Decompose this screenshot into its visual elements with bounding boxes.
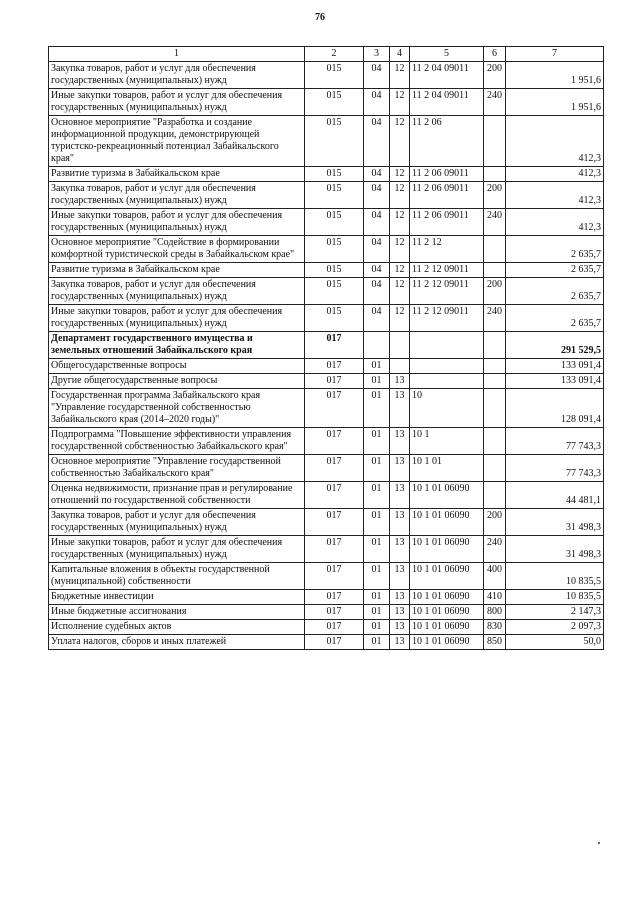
row-section-code: 01 xyxy=(364,482,390,509)
row-subsection-code: 12 xyxy=(390,278,410,305)
row-target-code: 10 1 01 06090 xyxy=(410,563,484,590)
row-subsection-code: 12 xyxy=(390,62,410,89)
row-name: Развитие туризма в Забайкальском крае xyxy=(49,263,305,278)
row-name: Иные закупки товаров, работ и услуг для обеспечения государственных (муниципальных) нужд xyxy=(49,209,305,236)
row-section-code xyxy=(364,332,390,359)
row-amount: 1 951,6 xyxy=(506,89,604,116)
row-target-code xyxy=(410,332,484,359)
row-target-code: 10 1 01 06090 xyxy=(410,536,484,563)
row-expense-type-code xyxy=(484,374,506,389)
row-target-code: 11 2 12 09011 xyxy=(410,263,484,278)
scan-speck xyxy=(598,842,600,844)
table-row xyxy=(49,620,604,635)
table-row xyxy=(49,563,604,590)
row-admin-code: 015 xyxy=(305,89,364,116)
row-admin-code: 017 xyxy=(305,605,364,620)
table-row xyxy=(49,374,604,389)
row-subsection-code: 13 xyxy=(390,590,410,605)
row-subsection-code: 12 xyxy=(390,89,410,116)
row-amount: 10 835,5 xyxy=(506,563,604,590)
row-target-code xyxy=(410,374,484,389)
row-amount: 412,3 xyxy=(506,209,604,236)
row-amount: 10 835,5 xyxy=(506,590,604,605)
table-row xyxy=(49,263,604,278)
table-row xyxy=(49,116,604,167)
table-row xyxy=(49,482,604,509)
row-expense-type-code: 240 xyxy=(484,89,506,116)
row-section-code: 01 xyxy=(364,590,390,605)
row-subsection-code: 13 xyxy=(390,455,410,482)
table-row xyxy=(49,332,604,359)
row-target-code xyxy=(410,359,484,374)
row-subsection-code: 12 xyxy=(390,263,410,278)
row-amount: 412,3 xyxy=(506,182,604,209)
row-amount: 2 635,7 xyxy=(506,278,604,305)
row-target-code: 10 1 01 06090 xyxy=(410,605,484,620)
row-section-code: 01 xyxy=(364,536,390,563)
row-expense-type-code xyxy=(484,389,506,428)
row-expense-type-code xyxy=(484,428,506,455)
row-section-code: 01 xyxy=(364,455,390,482)
row-expense-type-code xyxy=(484,332,506,359)
row-amount: 291 529,5 xyxy=(506,332,604,359)
row-subsection-code: 13 xyxy=(390,428,410,455)
row-admin-code: 015 xyxy=(305,236,364,263)
row-amount: 1 951,6 xyxy=(506,62,604,89)
row-name: Иные закупки товаров, работ и услуг для обеспечения государственных (муниципальных) нужд xyxy=(49,305,305,332)
table-row xyxy=(49,590,604,605)
row-name: Закупка товаров, работ и услуг для обеспечения государственных (муниципальных) нужд xyxy=(49,62,305,89)
page-number: 76 xyxy=(315,12,325,23)
row-admin-code: 015 xyxy=(305,116,364,167)
row-admin-code: 017 xyxy=(305,563,364,590)
row-section-code: 01 xyxy=(364,563,390,590)
table-header xyxy=(49,47,604,62)
row-subsection-code: 12 xyxy=(390,167,410,182)
row-section-code: 01 xyxy=(364,389,390,428)
row-target-code: 11 2 06 09011 xyxy=(410,167,484,182)
row-expense-type-code: 830 xyxy=(484,620,506,635)
row-admin-code: 017 xyxy=(305,482,364,509)
table-row xyxy=(49,428,604,455)
row-amount: 77 743,3 xyxy=(506,428,604,455)
header-col-6: 6 xyxy=(484,47,506,62)
row-expense-type-code: 800 xyxy=(484,605,506,620)
row-admin-code: 017 xyxy=(305,374,364,389)
row-amount: 2 635,7 xyxy=(506,236,604,263)
row-target-code: 11 2 06 09011 xyxy=(410,182,484,209)
table-row xyxy=(49,182,604,209)
row-name: Подпрограмма "Повышение эффективности управления государственной собственностью Забайкальского края" xyxy=(49,428,305,455)
row-amount: 31 498,3 xyxy=(506,536,604,563)
row-section-code: 04 xyxy=(364,263,390,278)
row-name: Уплата налогов, сборов и иных платежей xyxy=(49,635,305,650)
row-admin-code: 017 xyxy=(305,536,364,563)
header-col-7: 7 xyxy=(506,47,604,62)
row-admin-code: 015 xyxy=(305,278,364,305)
row-subsection-code: 13 xyxy=(390,509,410,536)
row-subsection-code: 13 xyxy=(390,374,410,389)
row-amount: 44 481,1 xyxy=(506,482,604,509)
row-amount: 412,3 xyxy=(506,116,604,167)
table-body xyxy=(49,62,604,650)
row-name: Закупка товаров, работ и услуг для обеспечения государственных (муниципальных) нужд xyxy=(49,278,305,305)
row-expense-type-code xyxy=(484,455,506,482)
row-expense-type-code xyxy=(484,359,506,374)
row-amount: 50,0 xyxy=(506,635,604,650)
header-col-3: 3 xyxy=(364,47,390,62)
row-subsection-code: 12 xyxy=(390,182,410,209)
row-expense-type-code: 200 xyxy=(484,509,506,536)
row-admin-code: 017 xyxy=(305,332,364,359)
row-subsection-code: 12 xyxy=(390,305,410,332)
row-expense-type-code: 850 xyxy=(484,635,506,650)
row-subsection-code: 13 xyxy=(390,536,410,563)
row-section-code: 01 xyxy=(364,509,390,536)
row-expense-type-code xyxy=(484,482,506,509)
row-subsection-code: 12 xyxy=(390,236,410,263)
row-amount: 133 091,4 xyxy=(506,374,604,389)
row-admin-code: 015 xyxy=(305,167,364,182)
row-section-code: 04 xyxy=(364,167,390,182)
table-row xyxy=(49,62,604,89)
row-expense-type-code: 410 xyxy=(484,590,506,605)
row-name: Государственная программа Забайкальского края "Управление государственной собственностью Забайкальского края (2014–2020 годы)" xyxy=(49,389,305,428)
row-target-code: 10 1 01 06090 xyxy=(410,635,484,650)
row-admin-code: 017 xyxy=(305,620,364,635)
table-row xyxy=(49,167,604,182)
row-expense-type-code: 240 xyxy=(484,209,506,236)
row-section-code: 04 xyxy=(364,278,390,305)
row-section-code: 04 xyxy=(364,62,390,89)
row-target-code: 10 1 01 xyxy=(410,455,484,482)
row-admin-code: 017 xyxy=(305,428,364,455)
table-row xyxy=(49,89,604,116)
table-row xyxy=(49,209,604,236)
row-admin-code: 015 xyxy=(305,305,364,332)
row-amount: 2 097,3 xyxy=(506,620,604,635)
row-name: Основное мероприятие "Содействие в формировании комфортной туристической среды в Забайкальском крае" xyxy=(49,236,305,263)
row-target-code: 11 2 04 09011 xyxy=(410,62,484,89)
header-col-2: 2 xyxy=(305,47,364,62)
row-name: Основное мероприятие "Разработка и создание информационной продукции, демонстрирующей туристско-рекреационный потенциал Забайкальского края" xyxy=(49,116,305,167)
row-target-code: 11 2 12 09011 xyxy=(410,305,484,332)
row-admin-code: 017 xyxy=(305,509,364,536)
table-row xyxy=(49,278,604,305)
row-section-code: 04 xyxy=(364,209,390,236)
row-target-code: 10 1 01 06090 xyxy=(410,590,484,605)
row-name: Основное мероприятие "Управление государственной собственностью Забайкальского края" xyxy=(49,455,305,482)
row-expense-type-code: 400 xyxy=(484,563,506,590)
row-subsection-code xyxy=(390,332,410,359)
table-row xyxy=(49,536,604,563)
table-row xyxy=(49,455,604,482)
row-target-code: 10 xyxy=(410,389,484,428)
row-name: Иные закупки товаров, работ и услуг для обеспечения государственных (муниципальных) нужд xyxy=(49,89,305,116)
row-expense-type-code: 240 xyxy=(484,536,506,563)
row-target-code: 11 2 06 xyxy=(410,116,484,167)
row-admin-code: 015 xyxy=(305,263,364,278)
row-admin-code: 015 xyxy=(305,182,364,209)
table-row xyxy=(49,389,604,428)
row-section-code: 01 xyxy=(364,374,390,389)
row-section-code: 04 xyxy=(364,182,390,209)
table-row xyxy=(49,359,604,374)
row-admin-code: 017 xyxy=(305,359,364,374)
row-subsection-code: 13 xyxy=(390,635,410,650)
row-section-code: 01 xyxy=(364,620,390,635)
row-subsection-code: 13 xyxy=(390,620,410,635)
row-amount: 77 743,3 xyxy=(506,455,604,482)
row-admin-code: 017 xyxy=(305,455,364,482)
row-subsection-code: 13 xyxy=(390,563,410,590)
row-admin-code: 017 xyxy=(305,590,364,605)
row-section-code: 04 xyxy=(364,89,390,116)
table-row xyxy=(49,635,604,650)
row-target-code: 11 2 12 09011 xyxy=(410,278,484,305)
row-expense-type-code: 240 xyxy=(484,305,506,332)
table-row xyxy=(49,305,604,332)
row-section-code: 01 xyxy=(364,635,390,650)
row-name: Общегосударственные вопросы xyxy=(49,359,305,374)
row-name: Исполнение судебных актов xyxy=(49,620,305,635)
row-expense-type-code: 200 xyxy=(484,62,506,89)
row-subsection-code: 12 xyxy=(390,209,410,236)
row-expense-type-code xyxy=(484,167,506,182)
row-section-code: 01 xyxy=(364,359,390,374)
row-subsection-code xyxy=(390,359,410,374)
row-amount: 31 498,3 xyxy=(506,509,604,536)
row-target-code: 11 2 06 09011 xyxy=(410,209,484,236)
budget-table xyxy=(48,46,604,650)
row-amount: 133 091,4 xyxy=(506,359,604,374)
row-target-code: 10 1 xyxy=(410,428,484,455)
row-name: Департамент государственного имущества и земельных отношений Забайкальского края xyxy=(49,332,305,359)
row-target-code: 10 1 01 06090 xyxy=(410,620,484,635)
row-name: Развитие туризма в Забайкальском крае xyxy=(49,167,305,182)
row-target-code: 10 1 01 06090 xyxy=(410,482,484,509)
row-target-code: 11 2 12 xyxy=(410,236,484,263)
row-name: Другие общегосударственные вопросы xyxy=(49,374,305,389)
row-subsection-code: 12 xyxy=(390,116,410,167)
row-admin-code: 017 xyxy=(305,389,364,428)
row-expense-type-code xyxy=(484,236,506,263)
row-admin-code: 017 xyxy=(305,635,364,650)
row-amount: 128 091,4 xyxy=(506,389,604,428)
row-name: Капитальные вложения в объекты государственной (муниципальной) собственности xyxy=(49,563,305,590)
row-name: Иные бюджетные ассигнования xyxy=(49,605,305,620)
row-expense-type-code xyxy=(484,263,506,278)
row-expense-type-code: 200 xyxy=(484,182,506,209)
row-admin-code: 015 xyxy=(305,209,364,236)
row-subsection-code: 13 xyxy=(390,389,410,428)
row-subsection-code: 13 xyxy=(390,482,410,509)
row-section-code: 04 xyxy=(364,305,390,332)
row-target-code: 10 1 01 06090 xyxy=(410,509,484,536)
row-section-code: 01 xyxy=(364,428,390,455)
row-admin-code: 015 xyxy=(305,62,364,89)
table-row xyxy=(49,236,604,263)
row-name: Закупка товаров, работ и услуг для обеспечения государственных (муниципальных) нужд xyxy=(49,509,305,536)
row-expense-type-code xyxy=(484,116,506,167)
header-row xyxy=(49,47,604,62)
row-amount: 412,3 xyxy=(506,167,604,182)
row-expense-type-code: 200 xyxy=(484,278,506,305)
row-section-code: 04 xyxy=(364,236,390,263)
header-col-5: 5 xyxy=(410,47,484,62)
row-target-code: 11 2 04 09011 xyxy=(410,89,484,116)
row-amount: 2 635,7 xyxy=(506,305,604,332)
table-row xyxy=(49,605,604,620)
table-row xyxy=(49,509,604,536)
row-amount: 2 147,3 xyxy=(506,605,604,620)
row-amount: 2 635,7 xyxy=(506,263,604,278)
row-name: Закупка товаров, работ и услуг для обеспечения государственных (муниципальных) нужд xyxy=(49,182,305,209)
header-col-4: 4 xyxy=(390,47,410,62)
row-section-code: 01 xyxy=(364,605,390,620)
row-name: Бюджетные инвестиции xyxy=(49,590,305,605)
header-col-1: 1 xyxy=(49,47,305,62)
row-subsection-code: 13 xyxy=(390,605,410,620)
row-section-code: 04 xyxy=(364,116,390,167)
row-name: Оценка недвижимости, признание прав и регулирование отношений по государственной собственности xyxy=(49,482,305,509)
row-name: Иные закупки товаров, работ и услуг для обеспечения государственных (муниципальных) нужд xyxy=(49,536,305,563)
